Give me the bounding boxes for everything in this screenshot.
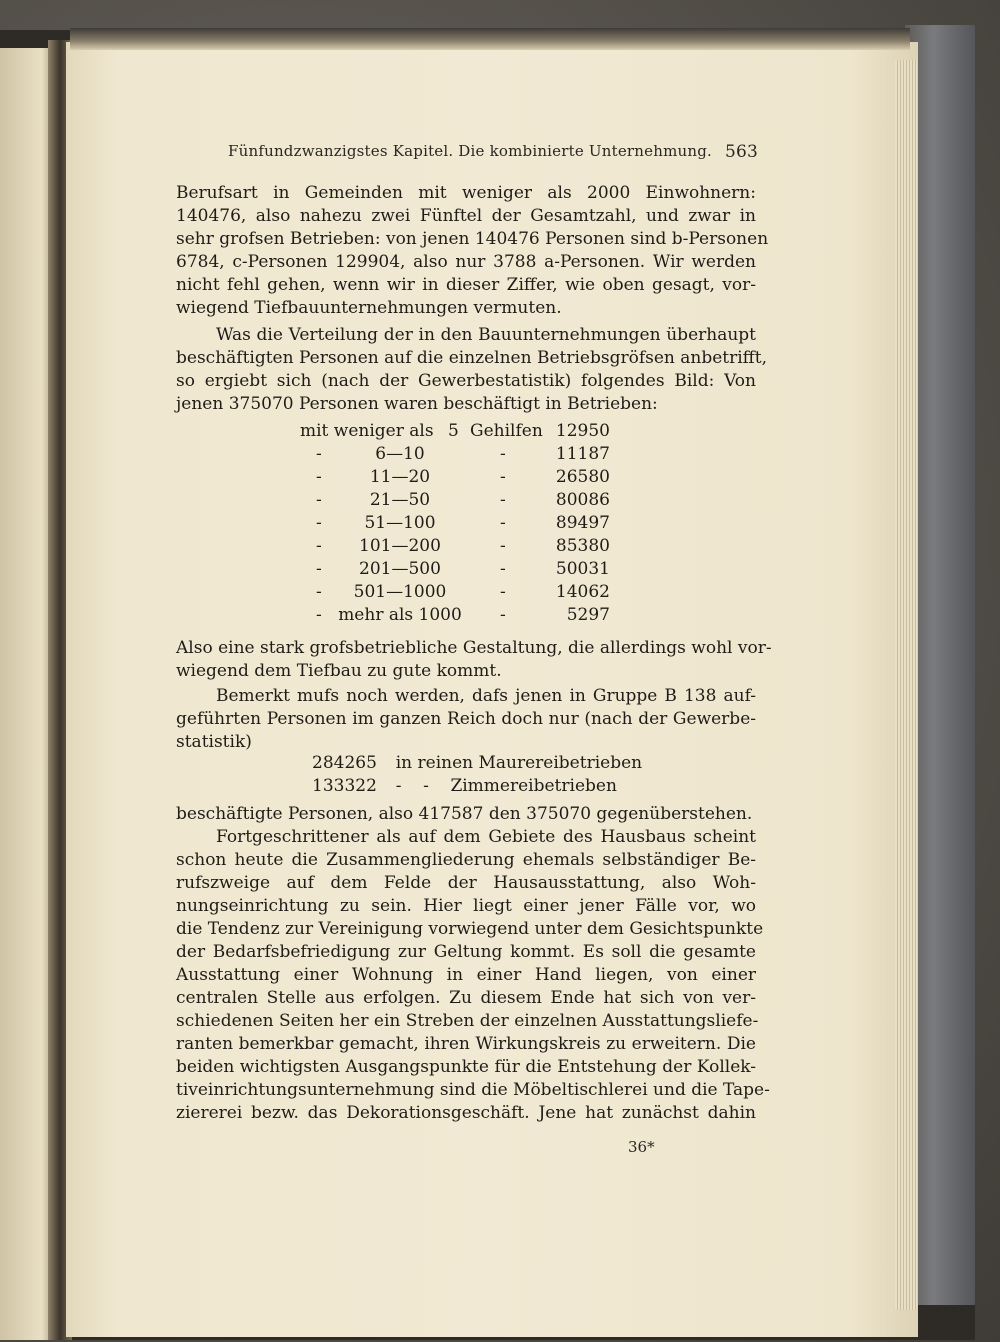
text-line: sehr grofsen Betrieben: von jenen 140476 Personen sind b-Personen — [176, 229, 769, 249]
page-stack-edges — [895, 60, 917, 1310]
text-line: nicht fehl gehen, wenn wir in dieser Ziffer, wie oben gesagt, vor- — [176, 275, 756, 295]
running-header — [228, 142, 758, 166]
table-prefix: - — [316, 513, 322, 533]
table-row — [300, 489, 620, 512]
text-line: so ergiebt sich (nach der Gewerbestatistik) folgendes Bild: Von — [176, 371, 756, 391]
table-unit: - — [500, 467, 506, 487]
small-table-value: 133322 — [312, 776, 377, 796]
table-row — [300, 512, 620, 535]
table-range: 5 — [448, 421, 459, 441]
text-line: ziererei bezw. das Dekorationsgeschäft. Jene hat zunächst dahin — [176, 1103, 756, 1123]
text-line: beiden wichtigsten Ausgangspunkte für die Entstehung der Kollek- — [176, 1057, 756, 1077]
text-line: centralen Stelle aus erfolgen. Zu diesem Ende hat sich von ver- — [176, 988, 756, 1008]
text-line: Ausstattung einer Wohnung in einer Hand liegen, von einer — [176, 965, 756, 985]
table-prefix: - — [316, 444, 322, 464]
text-line: schiedenen Seiten her ein Streben der einzelnen Ausstattungsliefe- — [176, 1011, 759, 1031]
table-row — [300, 466, 620, 489]
text-line: Berufsart in Gemeinden mit weniger als 2000 Einwohnern: — [176, 183, 756, 203]
small-table-value: 284265 — [312, 753, 377, 773]
table-prefix: - — [316, 605, 322, 625]
table-unit: - — [500, 490, 506, 510]
table-row — [300, 558, 620, 581]
table-range: 21—50 — [369, 490, 431, 510]
text-line: ranten bemerkbar gemacht, ihren Wirkungskreis zu erweitern. Die — [176, 1034, 756, 1054]
table-row — [300, 443, 620, 466]
table-value: 85380 — [555, 536, 610, 556]
table-value: 14062 — [555, 582, 610, 602]
running-title: Fünfundzwanzigstes Kapitel. Die kombinierte Unternehmung. — [228, 142, 712, 160]
table-prefix: - — [316, 490, 322, 510]
text-line: Was die Verteilung der in den Bauunternehmungen überhaupt — [216, 325, 756, 345]
table-unit: - — [500, 559, 506, 579]
text-line: tiveinrichtungsunternehmung sind die Möbeltischlerei und die Tape- — [176, 1080, 770, 1100]
text-line: beschäftigten Personen auf die einzelnen Betriebsgröfsen anbetrifft, — [176, 348, 767, 368]
table-value: 50031 — [555, 559, 610, 579]
table-unit: - — [500, 536, 506, 556]
table-value: 26580 — [555, 467, 610, 487]
table-prefix: mit weniger als — [300, 421, 434, 441]
table-prefix: - — [316, 559, 322, 579]
table-unit: - — [500, 582, 506, 602]
text-line: wiegend Tiefbauunternehmungen vermuten. — [176, 298, 562, 318]
text-line: 6784, c-Personen 129904, also nur 3788 a-Personen. Wir werden — [176, 252, 756, 272]
table-unit: - — [500, 444, 506, 464]
page-number: 563 — [724, 142, 758, 162]
left-page-edge — [0, 48, 52, 1340]
table-value: 89497 — [555, 513, 610, 533]
text-line: der Bedarfsbefriedigung zur Geltung kommt. Es soll die gesamte — [176, 942, 756, 962]
text-line: nungseinrichtung zu sein. Hier liegt einer jener Fälle vor, wo — [176, 896, 756, 916]
table-row — [300, 581, 620, 604]
text-line: schon heute die Zusammengliederung ehemals selbständiger Be- — [176, 850, 756, 870]
text-line: die Tendenz zur Vereinigung vorwiegend unter dem Gesichtspunkte — [176, 919, 764, 939]
table-row — [300, 604, 620, 627]
table-range: 6—10 — [375, 444, 425, 464]
small-table-text: in reinen Maurereibetrieben — [395, 753, 643, 773]
text-line: Fortgeschrittener als auf dem Gebiete des Hausbaus scheint — [216, 827, 756, 847]
small-table-row — [312, 752, 642, 775]
text-line: jenen 375070 Personen waren beschäftigt in Betrieben: — [176, 394, 658, 414]
table-range: 11—20 — [369, 467, 431, 487]
text-line: statistik) — [176, 732, 252, 752]
table-unit: - — [500, 513, 506, 533]
table-range: 101—200 — [359, 536, 441, 556]
table-range: 201—500 — [359, 559, 441, 579]
text-line: 140476, also nahezu zwei Fünftel der Gesamtzahl, und zwar in — [176, 206, 756, 226]
text-line: geführten Personen im ganzen Reich doch nur (nach der Gewerbe- — [176, 709, 756, 729]
text-line: wiegend dem Tiefbau zu gute kommt. — [176, 661, 502, 681]
text-line: Also eine stark grofsbetriebliche Gestaltung, die allerdings wohl vor- — [176, 638, 772, 658]
table-value: 11187 — [555, 444, 610, 464]
signature-mark: 36* — [628, 1138, 655, 1156]
table-value: 5297 — [566, 605, 610, 625]
text-line: beschäftigte Personen, also 417587 den 375070 gegenüberstehen. — [176, 804, 753, 824]
table-row — [300, 535, 620, 558]
table-prefix: - — [316, 467, 322, 487]
table-prefix: - — [316, 582, 322, 602]
text-line: Bemerkt mufs noch werden, dafs jenen in Gruppe B 138 auf- — [216, 686, 756, 706]
table-value: 80086 — [555, 490, 610, 510]
text-line: rufszweige auf dem Felde der Hausausstattung, also Woh- — [176, 873, 756, 893]
table-range: 51—100 — [364, 513, 436, 533]
table-unit: - — [500, 605, 506, 625]
table-row — [300, 420, 620, 443]
table-range: mehr als 1000 — [338, 605, 462, 625]
table-range: 501—1000 — [353, 582, 447, 602]
top-edge-shadow — [70, 28, 910, 50]
table-prefix: - — [316, 536, 322, 556]
small-table-row — [312, 775, 617, 798]
table-unit: Gehilfen — [470, 421, 543, 441]
small-table-text: - - Zimmereibetrieben — [395, 776, 617, 796]
table-value: 12950 — [555, 421, 610, 441]
